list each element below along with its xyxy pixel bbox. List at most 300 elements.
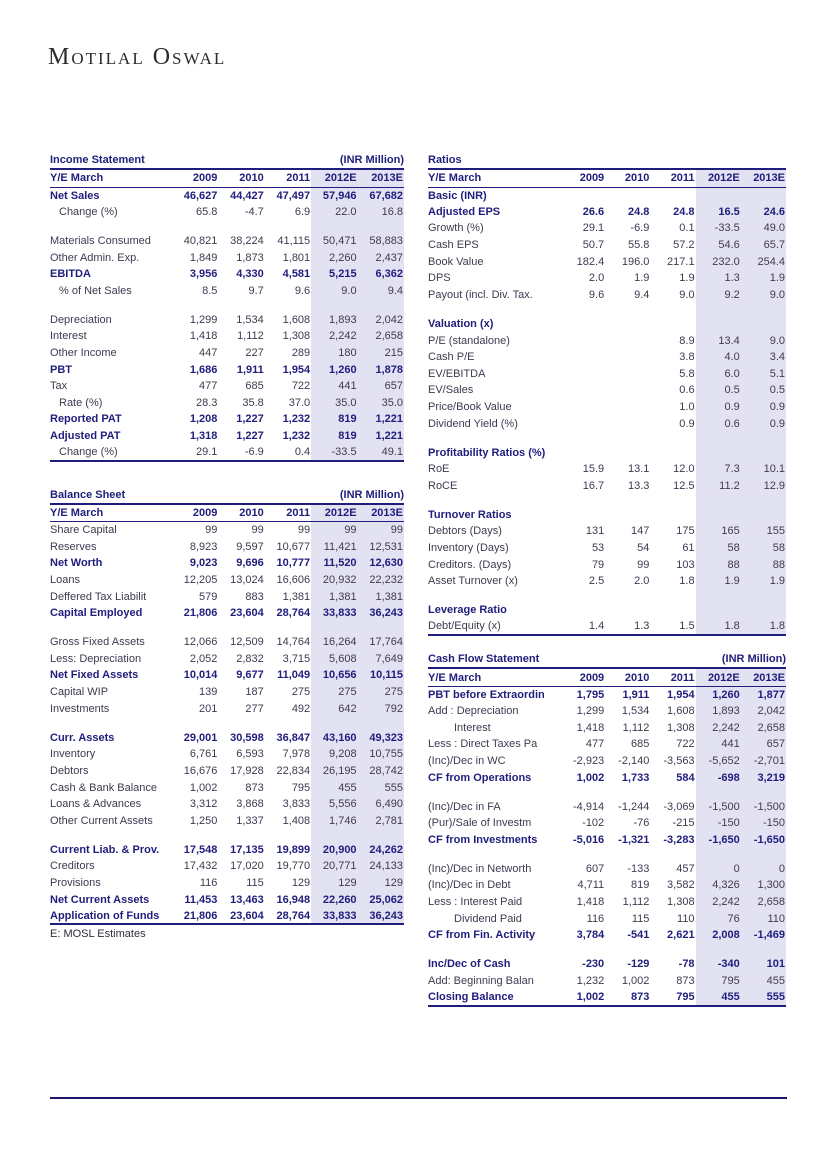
value-cell: 9.0: [741, 332, 786, 349]
table-row: [50, 700, 404, 717]
value-cell: 1,299: [576, 705, 605, 718]
value-cell: 1,608: [282, 313, 311, 326]
value-cell: 0.6: [679, 384, 695, 397]
value-cell: [560, 602, 605, 619]
row-label: Creditors. (Days): [428, 558, 512, 571]
column-header-year: 2010: [218, 170, 264, 187]
table-row: [428, 365, 786, 382]
row-label: Net Fixed Assets: [50, 669, 139, 682]
value-cell: 2,042: [358, 312, 404, 329]
value-cell: 4,326: [696, 877, 741, 894]
value-cell: 175: [676, 525, 695, 538]
value-cell: 101: [741, 956, 786, 973]
value-cell: 477: [199, 380, 218, 393]
value-cell: 24.8: [673, 205, 695, 218]
value-cell: 1,877: [741, 686, 786, 703]
value-cell: 180: [311, 345, 357, 362]
table-title: Ratios: [428, 154, 462, 166]
row-label: Less : Interest Paid: [428, 896, 523, 909]
blank-cell: [311, 299, 357, 312]
blank-cell: [218, 829, 264, 842]
value-cell: 722: [676, 738, 695, 751]
value-cell: 30,598: [230, 731, 264, 744]
value-cell: 1,002: [189, 781, 218, 794]
value-cell: 1,893: [311, 312, 357, 329]
value-cell: 0.5: [741, 382, 786, 399]
row-label: Basic (INR): [428, 189, 487, 202]
blank-cell: [218, 299, 264, 312]
table-row: [428, 237, 786, 254]
value-cell: 28,742: [358, 763, 404, 780]
table-row: [428, 270, 786, 287]
value-cell: 1,873: [236, 251, 264, 264]
blank-cell: [358, 220, 404, 233]
table-row: [428, 989, 786, 1006]
column-header-year: 2011: [265, 505, 311, 522]
value-cell: 657: [741, 736, 786, 753]
value-cell: 44,427: [230, 189, 264, 202]
table-row: [50, 621, 404, 634]
table-row: [428, 832, 786, 849]
value-cell: -1,650: [741, 832, 786, 849]
value-cell: 12,205: [183, 573, 218, 586]
column-header-year: 2013E: [741, 170, 786, 187]
value-cell: 2,260: [311, 249, 357, 266]
table-row: [428, 287, 786, 304]
table-row: [50, 555, 404, 572]
row-label: Reserves: [50, 540, 97, 553]
value-cell: 110: [677, 912, 695, 925]
value-cell: 1.9: [634, 272, 650, 285]
table-row: [428, 507, 786, 524]
value-cell: [696, 602, 741, 619]
value-cell: 20,932: [311, 572, 357, 589]
value-cell: 2,052: [189, 652, 218, 665]
value-cell: 657: [358, 378, 404, 395]
table-row: [428, 753, 786, 770]
row-label: Loans: [50, 573, 80, 586]
value-cell: 1,232: [576, 974, 605, 987]
value-cell: 23,604: [230, 909, 264, 922]
value-cell: 17,764: [358, 634, 404, 651]
value-cell: 67,682: [358, 187, 404, 204]
value-cell: -33.5: [696, 220, 741, 237]
table-row: [428, 415, 786, 432]
blank-cell: [358, 299, 404, 312]
value-cell: [650, 444, 695, 461]
value-cell: 457: [676, 862, 695, 875]
value-cell: -129: [627, 958, 650, 971]
blank-cell: [650, 848, 695, 861]
value-cell: -1,469: [741, 927, 786, 944]
value-cell: -78: [678, 958, 695, 971]
value-cell: 3,833: [282, 798, 311, 811]
blank-cell: [50, 299, 172, 312]
value-cell: 16.5: [696, 204, 741, 221]
row-label: Less: Depreciation: [50, 652, 142, 665]
value-cell: 14,764: [276, 636, 311, 649]
value-cell: 2,008: [696, 927, 741, 944]
value-cell: 13.3: [627, 479, 650, 492]
value-cell: 3.8: [679, 351, 695, 364]
table-row: [428, 619, 786, 636]
value-cell: 88: [696, 556, 741, 573]
value-cell: [650, 316, 695, 333]
blank-cell: [172, 621, 218, 634]
value-cell: 22,834: [276, 764, 311, 777]
value-cell: 6,490: [358, 796, 404, 813]
value-cell: 9,597: [236, 540, 264, 553]
value-cell: 1,260: [696, 686, 741, 703]
value-cell: 8.9: [679, 334, 695, 347]
value-cell: 1.4: [588, 620, 605, 633]
table-row: [50, 746, 404, 763]
value-cell: 139: [199, 686, 218, 699]
value-cell: 17,020: [230, 860, 264, 873]
value-cell: 22,232: [358, 572, 404, 589]
right-column: [428, 150, 786, 1007]
value-cell: 2,042: [741, 703, 786, 720]
value-cell: -5,016: [572, 833, 605, 846]
table-unit: (INR Million): [339, 154, 404, 166]
value-cell: 6.9: [294, 205, 311, 218]
row-label: Book Value: [428, 255, 484, 268]
value-cell: -133: [627, 862, 650, 875]
value-cell: 41,115: [277, 234, 311, 247]
value-cell: 10,755: [358, 746, 404, 763]
table-row: [428, 786, 786, 799]
estimates-footnote: E: MOSL Estimates: [50, 928, 146, 941]
value-cell: 9.4: [634, 288, 650, 301]
table-row: [428, 719, 786, 736]
table-row: [50, 858, 404, 875]
value-cell: [605, 444, 650, 461]
value-cell: 36,847: [276, 731, 311, 744]
value-cell: 9.6: [588, 288, 605, 301]
table-row: [428, 494, 786, 507]
value-cell: 8,923: [189, 540, 218, 553]
value-cell: 1,418: [576, 896, 605, 909]
row-label: Materials Consumed: [50, 234, 151, 247]
value-cell: [560, 444, 605, 461]
value-cell: 9.0: [311, 282, 357, 299]
value-cell: -5,652: [696, 753, 741, 770]
row-label: Other Current Assets: [50, 814, 153, 827]
blank-cell: [696, 590, 741, 603]
row-label: Interest: [454, 721, 491, 734]
blank-cell: [172, 220, 218, 233]
table-row: [50, 522, 404, 539]
row-label: Net Worth: [50, 557, 103, 570]
value-cell: 12.9: [741, 478, 786, 495]
value-cell: -2,140: [618, 754, 650, 767]
value-cell: 58: [741, 540, 786, 557]
table-row: [50, 378, 404, 395]
row-label: Provisions: [50, 876, 101, 889]
income-statement-table: [50, 150, 404, 462]
value-cell: 1.8: [741, 619, 786, 636]
value-cell: 29.1: [195, 446, 218, 459]
table-row: [428, 956, 786, 973]
value-cell: [696, 316, 741, 333]
row-label: EV/EBITDA: [428, 367, 486, 380]
table-row: [50, 667, 404, 684]
row-label: Profitability Ratios (%): [428, 446, 546, 459]
row-label: Curr. Assets: [50, 731, 115, 744]
table-row: [50, 796, 404, 813]
row-label: Capital WIP: [50, 686, 109, 699]
value-cell: 795: [676, 991, 695, 1004]
value-cell: 2.0: [634, 575, 650, 588]
table-row: [50, 717, 404, 730]
value-cell: [605, 399, 650, 416]
value-cell: -1,321: [618, 833, 650, 846]
value-cell: 0.9: [679, 417, 695, 430]
blank-cell: [172, 717, 218, 730]
table-row: [50, 233, 404, 250]
value-cell: -340: [696, 956, 741, 973]
value-cell: 29.1: [582, 222, 605, 235]
value-cell: -230: [582, 958, 605, 971]
value-cell: [605, 349, 650, 366]
blank-cell: [741, 494, 786, 507]
value-cell: 65.7: [741, 237, 786, 254]
value-cell: 0.9: [741, 399, 786, 416]
value-cell: 99: [297, 524, 311, 537]
value-cell: 1,795: [576, 688, 605, 701]
value-cell: 11,453: [184, 893, 218, 906]
value-cell: -3,283: [663, 833, 695, 846]
value-cell: 116: [586, 912, 605, 925]
value-cell: 1,227: [236, 430, 264, 443]
value-cell: 129: [358, 875, 404, 892]
table-row: [50, 812, 404, 829]
value-cell: -3,563: [663, 754, 695, 767]
value-cell: 2,832: [236, 652, 264, 665]
blank-cell: [696, 303, 741, 316]
value-cell: 65.8: [195, 205, 218, 218]
blank-cell: [218, 717, 264, 730]
value-cell: 7.3: [696, 461, 741, 478]
value-cell: 54: [637, 542, 650, 555]
value-cell: 1,232: [282, 413, 311, 426]
value-cell: [696, 507, 741, 524]
row-label: Leverage Ratio: [428, 604, 507, 617]
value-cell: 99: [358, 522, 404, 539]
value-cell: 57,946: [311, 187, 357, 204]
value-cell: -150: [696, 815, 741, 832]
blank-cell: [741, 848, 786, 861]
value-cell: 1.5: [679, 620, 695, 633]
value-cell: 1.9: [696, 573, 741, 590]
value-cell: 1,381: [282, 590, 311, 603]
value-cell: 129: [311, 875, 357, 892]
blank-cell: [311, 717, 357, 730]
value-cell: 10,656: [311, 667, 357, 684]
value-cell: 7,649: [358, 651, 404, 668]
blank-cell: [428, 944, 560, 957]
value-cell: 99: [311, 522, 357, 539]
value-cell: 1,337: [236, 814, 264, 827]
value-cell: 685: [245, 380, 264, 393]
value-cell: 28,764: [276, 607, 311, 620]
value-cell: 1.8: [696, 619, 741, 636]
blank-cell: [650, 303, 695, 316]
value-cell: 1.0: [679, 400, 695, 413]
table-row: [428, 478, 786, 495]
value-cell: 40,821: [183, 234, 218, 247]
column-header-year: 2009: [172, 505, 218, 522]
value-cell: 232.0: [696, 253, 741, 270]
column-header-year: 2011: [650, 170, 695, 187]
table-row: [428, 686, 786, 703]
value-cell: 12.0: [673, 463, 695, 476]
value-cell: 1,954: [282, 363, 311, 376]
row-label: Debtors: [50, 764, 89, 777]
table-row: [428, 332, 786, 349]
table-row: [50, 634, 404, 651]
row-label: Inc/Dec of Cash: [428, 958, 511, 971]
value-cell: [605, 316, 650, 333]
value-cell: 16,948: [276, 893, 311, 906]
value-cell: 10,115: [358, 667, 404, 684]
value-cell: 155: [741, 523, 786, 540]
value-cell: -1,650: [696, 832, 741, 849]
table-row: [428, 877, 786, 894]
blank-cell: [650, 494, 695, 507]
value-cell: 819: [311, 411, 357, 428]
row-label: (Pur)/Sale of Investm: [428, 817, 532, 830]
table-row: [428, 253, 786, 270]
value-cell: 1,418: [189, 330, 218, 343]
blank-cell: [218, 621, 264, 634]
value-cell: -4,914: [572, 800, 605, 813]
value-cell: 79: [591, 558, 605, 571]
value-cell: 1,208: [189, 413, 218, 426]
table-row: [428, 399, 786, 416]
value-cell: 116: [199, 876, 218, 889]
blank-cell: [650, 944, 695, 957]
value-cell: -76: [633, 817, 650, 830]
row-label: Reported PAT: [50, 413, 122, 426]
value-cell: 555: [358, 779, 404, 796]
value-cell: 289: [291, 347, 311, 360]
value-cell: -33.5: [311, 444, 357, 461]
value-cell: 4,581: [282, 268, 311, 281]
blank-cell: [650, 432, 695, 445]
value-cell: 1,112: [622, 721, 650, 734]
value-cell: 88: [741, 556, 786, 573]
value-cell: 0.9: [741, 415, 786, 432]
value-cell: 131: [585, 525, 605, 538]
row-label: Debt/Equity (x): [428, 620, 501, 633]
table-row: [50, 605, 404, 622]
row-label: Cash EPS: [428, 239, 479, 252]
value-cell: 12,630: [358, 555, 404, 572]
blank-cell: [50, 220, 172, 233]
value-cell: [560, 399, 605, 416]
value-cell: [741, 316, 786, 333]
table-row: [50, 572, 404, 589]
value-cell: [560, 382, 605, 399]
table-row: [428, 523, 786, 540]
value-cell: 1,002: [576, 991, 605, 1004]
blank-cell: [265, 829, 311, 842]
blank-cell: [605, 303, 650, 316]
column-header-year: 2010: [218, 505, 264, 522]
value-cell: 873: [676, 974, 695, 987]
table-row: [428, 461, 786, 478]
table-header-row: [50, 505, 404, 522]
value-cell: 17,928: [230, 764, 264, 777]
table-unit: (INR Million): [339, 488, 404, 501]
row-label: Turnover Ratios: [428, 508, 512, 521]
row-label: P/E (standalone): [428, 334, 510, 347]
table-row: [50, 328, 404, 345]
value-cell: 16,264: [311, 634, 357, 651]
motilal-oswal-logo: Motilal Oswal: [48, 44, 227, 70]
value-cell: 722: [291, 380, 311, 393]
value-cell: [560, 332, 605, 349]
value-cell: 1,534: [621, 705, 650, 718]
table-row: [50, 829, 404, 842]
value-cell: 1,381: [358, 588, 404, 605]
column-header-year: 2010: [605, 669, 650, 686]
value-cell: 792: [358, 700, 404, 717]
value-cell: 4,330: [236, 268, 264, 281]
value-cell: 1,849: [189, 251, 218, 264]
blank-cell: [696, 786, 741, 799]
value-cell: 9.4: [358, 282, 404, 299]
value-cell: 13,463: [230, 893, 264, 906]
value-cell: [560, 187, 605, 204]
blank-cell: [50, 717, 172, 730]
value-cell: 441: [311, 378, 357, 395]
value-cell: 3,784: [576, 929, 605, 942]
row-label: CF from Fin. Activity: [428, 929, 536, 942]
value-cell: 607: [585, 862, 605, 875]
value-cell: 455: [741, 973, 786, 990]
blank-cell: [428, 848, 560, 861]
value-cell: 9,696: [236, 557, 264, 570]
value-cell: 147: [631, 525, 650, 538]
value-cell: 1,686: [189, 363, 218, 376]
value-cell: [650, 507, 695, 524]
value-cell: 3,219: [741, 769, 786, 786]
value-cell: -215: [672, 817, 695, 830]
value-cell: 50.7: [582, 239, 605, 252]
value-cell: 1,878: [358, 361, 404, 378]
value-cell: 685: [631, 738, 650, 751]
table-title: Balance Sheet: [50, 488, 126, 501]
table-row: [50, 204, 404, 221]
value-cell: 795: [291, 781, 311, 794]
value-cell: 182.4: [576, 255, 605, 268]
row-label: EV/Sales: [428, 384, 474, 397]
value-cell: 16,676: [183, 764, 218, 777]
value-cell: 9,677: [236, 669, 264, 682]
value-cell: 1,308: [282, 330, 311, 343]
column-header-label: Y/E March: [50, 170, 172, 187]
value-cell: 1,002: [621, 974, 650, 987]
table-row: [428, 349, 786, 366]
table-row: [428, 703, 786, 720]
table-row: [428, 602, 786, 619]
value-cell: -1,244: [618, 800, 650, 813]
blank-cell: [560, 848, 605, 861]
value-cell: -698: [696, 769, 741, 786]
cash-flow-table: [428, 649, 786, 1007]
